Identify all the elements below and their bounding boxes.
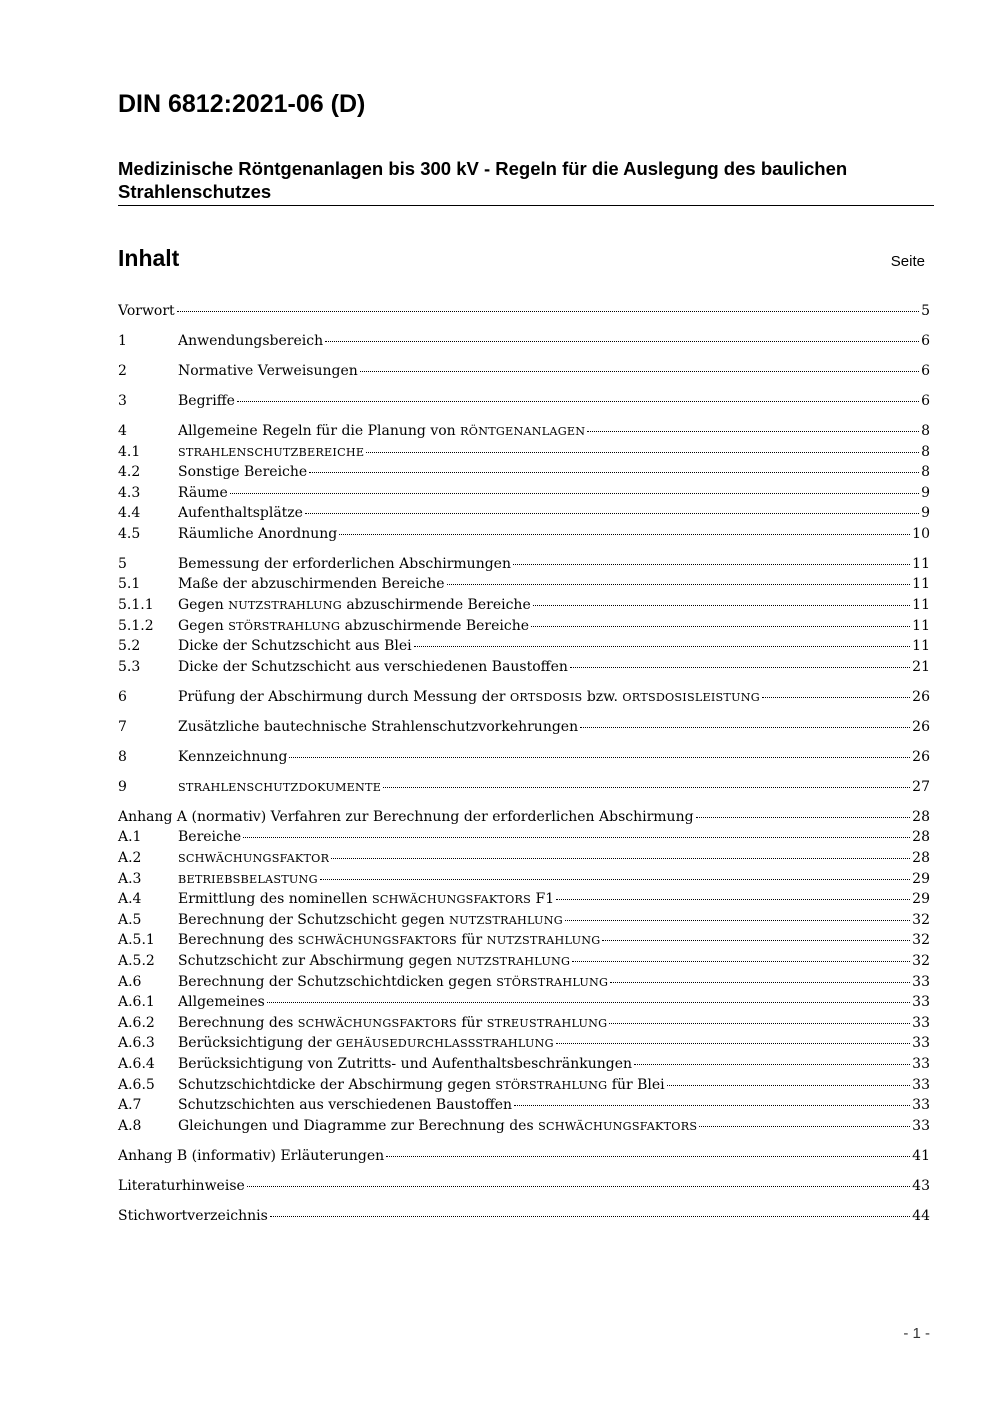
toc-entry[interactable] (118, 361, 930, 382)
toc-entry-number: A.5.2 (118, 952, 155, 969)
toc-dot-leader (243, 836, 910, 838)
toc-entry-number: 4.3 (118, 484, 141, 501)
toc-entry[interactable] (118, 636, 930, 657)
toc-dot-leader (247, 1185, 910, 1187)
toc-entry-page: 26 (912, 718, 930, 735)
toc-entry-title: Kennzeichnung (178, 748, 288, 765)
document-subtitle: Medizinische Röntgenanlagen bis 300 kV - Regeln für die Auslegung des baulichen Strahlenschutzes (118, 158, 848, 202)
toc-entry[interactable] (118, 869, 930, 890)
table-of-contents (118, 301, 930, 1226)
toc-entry[interactable] (118, 421, 930, 442)
toc-entry-number: 4.5 (118, 525, 141, 542)
toc-entry-title: Dicke der Schutzschicht aus verschiedenen Baustoffen (178, 658, 568, 675)
toc-entry-number: 8 (118, 748, 127, 765)
toc-entry-number: 5.3 (118, 658, 141, 675)
toc-entry[interactable] (118, 1033, 930, 1054)
toc-entry-page: 33 (912, 1097, 930, 1114)
toc-dot-leader (565, 919, 910, 921)
toc-dot-leader (237, 400, 919, 402)
toc-entry-page: 43 (912, 1177, 930, 1194)
toc-entry-number: A.7 (118, 1097, 142, 1114)
toc-entry-title: Berechnung des SCHWÄCHUNGSFAKTORS für STREUSTRAHLUNG (178, 1014, 608, 1031)
toc-entry[interactable] (118, 777, 930, 798)
toc-entry[interactable] (118, 687, 930, 708)
toc-entry-number: A.3 (118, 870, 142, 887)
toc-dot-leader (762, 696, 910, 698)
toc-entry-number: A.6.3 (118, 1035, 155, 1052)
toc-entry-number: A.6.4 (118, 1055, 155, 1072)
toc-entry-page: 6 (921, 392, 930, 409)
toc-entry-title: STRAHLENSCHUTZBEREICHE (178, 445, 365, 459)
toc-entry-page: 11 (912, 576, 930, 593)
toc-entry-number: 5.1.2 (118, 617, 154, 634)
toc-dot-leader (696, 816, 911, 818)
toc-page-column-label: Seite (890, 253, 925, 270)
toc-entry[interactable] (118, 951, 930, 972)
toc-entry[interactable] (118, 483, 930, 504)
toc-entry[interactable] (118, 910, 930, 931)
toc-entry[interactable] (118, 524, 930, 545)
toc-dot-leader (634, 1063, 910, 1065)
toc-entry-page: 6 (921, 362, 930, 379)
toc-entry-title: Stichwortverzeichnis (118, 1207, 268, 1224)
toc-entry-number: 4.2 (118, 464, 141, 481)
toc-entry-title: Berechnung des SCHWÄCHUNGSFAKTORS für NUTZSTRAHLUNG (178, 932, 601, 949)
toc-entry-number: 5.1.1 (118, 597, 154, 614)
toc-entry-number: A.6.5 (118, 1076, 155, 1093)
toc-entry-page: 33 (912, 1076, 930, 1093)
toc-entry-page: 29 (912, 870, 930, 887)
toc-entry-page: 41 (912, 1147, 930, 1164)
toc-entry[interactable] (118, 930, 930, 951)
toc-entry-title: Ermittlung des nominellen SCHWÄCHUNGSFAKTORS F1 (178, 891, 555, 908)
toc-entry-number: 5.2 (118, 638, 141, 655)
toc-entry[interactable] (118, 554, 930, 575)
toc-entry-title: Gegen NUTZSTRAHLUNG abzuschirmende Bereiche (178, 597, 531, 614)
toc-entry[interactable] (118, 1146, 930, 1167)
toc-entry-page: 33 (912, 1055, 930, 1072)
toc-entry-page: 26 (912, 688, 930, 705)
toc-entry-title: Berechnung der Schutzschicht gegen NUTZSTRAHLUNG (178, 911, 563, 928)
toc-entry[interactable] (118, 1054, 930, 1075)
toc-entry-number: 9 (118, 778, 127, 795)
toc-entry-page: 11 (912, 617, 930, 634)
toc-entry-title: Begriffe (178, 392, 235, 409)
toc-entry-title: Bemessung der erforderlichen Abschirmungen (178, 555, 511, 572)
toc-entry-title: Dicke der Schutzschicht aus Blei (178, 638, 412, 655)
toc-entry-number: 5 (118, 555, 127, 572)
toc-entry-title: Schutzschichtdicke der Abschirmung gegen STÖRSTRAHLUNG für Blei (178, 1076, 665, 1093)
toc-dot-leader (570, 666, 910, 668)
toc-dot-leader (309, 471, 919, 473)
toc-entry-number: 4 (118, 422, 127, 439)
toc-entry-page: 9 (921, 505, 930, 522)
toc-entry-title: Bereiche (178, 829, 242, 846)
toc-dot-leader (305, 512, 919, 514)
toc-entry-page: 33 (912, 973, 930, 990)
toc-dot-leader (414, 645, 911, 647)
toc-entry-title: Schutzschicht zur Abschirmung gegen NUTZSTRAHLUNG (178, 952, 571, 969)
toc-entry[interactable] (118, 747, 930, 768)
toc-dot-leader (531, 625, 910, 627)
toc-entry-title: Berücksichtigung von Zutritts- und Aufenthaltsbeschränkungen (178, 1055, 633, 1072)
toc-entry-page: 8 (921, 422, 930, 439)
toc-dot-leader (267, 1001, 910, 1003)
toc-entry-title: STRAHLENSCHUTZDOKUMENTE (178, 780, 382, 794)
toc-dot-leader (572, 960, 910, 962)
toc-entry[interactable] (118, 889, 930, 910)
toc-entry-page: 5 (921, 303, 930, 319)
toc-entry-number: A.8 (118, 1117, 142, 1134)
toc-dot-leader (270, 1215, 910, 1217)
toc-entry-page: 32 (912, 932, 930, 949)
toc-entry-page: 11 (912, 597, 930, 614)
toc-entry-number: 7 (118, 718, 127, 735)
toc-entry-page: 26 (912, 748, 930, 765)
toc-entry-number: A.4 (118, 891, 142, 908)
toc-entry-title: Räumliche Anordnung (178, 525, 338, 542)
toc-entry-page: 8 (921, 464, 930, 481)
toc-entry-page: 28 (912, 829, 930, 846)
toc-entry-title: Räume (178, 484, 228, 501)
toc-entry-page: 11 (912, 555, 930, 572)
toc-entry[interactable] (118, 1013, 930, 1034)
toc-dot-leader (289, 756, 910, 758)
toc-dot-leader (447, 583, 911, 585)
toc-entry-page: 27 (912, 778, 930, 795)
toc-entry-number: A.5 (118, 911, 142, 928)
toc-entry[interactable] (118, 1095, 930, 1116)
toc-entry-number: A.2 (118, 849, 142, 866)
toc-entry-number: A.6.2 (118, 1014, 155, 1031)
toc-entry-title: Gleichungen und Diagramme zur Berechnung des SCHWÄCHUNGSFAKTORS (178, 1117, 698, 1134)
toc-dot-leader (609, 1022, 910, 1024)
toc-entry-number: 3 (118, 392, 127, 409)
toc-entry[interactable] (118, 616, 930, 637)
toc-entry-page: 33 (912, 1035, 930, 1052)
toc-entry[interactable] (118, 717, 930, 738)
toc-entry-title: SCHWÄCHUNGSFAKTOR (178, 851, 330, 865)
toc-entry-page: 11 (912, 638, 930, 655)
toc-entry-title: Normative Verweisungen (178, 362, 358, 379)
toc-entry[interactable] (118, 301, 930, 322)
page-number: - 1 - (903, 1325, 930, 1342)
toc-entry-title: Anhang A (normativ) Verfahren zur Berechnung der erforderlichen Abschirmung (118, 808, 694, 825)
toc-entry[interactable] (118, 1116, 930, 1137)
toc-entry-title: Berücksichtigung der GEHÄUSEDURCHLASSSTRAHLUNG (178, 1035, 554, 1052)
toc-entry[interactable] (118, 595, 930, 616)
toc-entry[interactable] (118, 574, 930, 595)
toc-entry-page: 32 (912, 911, 930, 928)
toc-dot-leader (331, 857, 910, 859)
toc-entry-page: 29 (912, 891, 930, 908)
toc-entry-number: A.6 (118, 973, 142, 990)
toc-dot-leader (325, 340, 919, 342)
toc-dot-leader (556, 898, 910, 900)
toc-dot-leader (177, 310, 919, 312)
toc-dot-leader (320, 878, 910, 880)
toc-entry-page: 33 (912, 994, 930, 1011)
toc-dot-leader (580, 726, 910, 728)
toc-dot-leader (230, 492, 919, 494)
toc-dot-leader (667, 1084, 911, 1086)
toc-entry-title: Maße der abzuschirmenden Bereiche (178, 576, 445, 593)
toc-entry-number: 6 (118, 688, 127, 705)
toc-entry[interactable] (118, 391, 930, 412)
toc-entry[interactable] (118, 807, 930, 828)
toc-entry-title: BETRIEBSBELASTUNG (178, 872, 318, 886)
toc-entry-number: A.6.1 (118, 994, 155, 1011)
toc-dot-leader (366, 451, 919, 453)
toc-dot-leader (339, 533, 910, 535)
toc-entry-title: Sonstige Bereiche (178, 464, 308, 481)
toc-entry-page: 28 (912, 849, 930, 866)
toc-entry-page: 8 (921, 443, 930, 460)
toc-entry-page: 9 (921, 484, 930, 501)
title-divider (118, 205, 934, 206)
toc-entry-page: 10 (912, 525, 930, 542)
toc-entry-number: A.1 (118, 829, 142, 846)
toc-dot-leader (699, 1125, 910, 1127)
toc-entry-title: Gegen STÖRSTRAHLUNG abzuschirmende Bereiche (178, 617, 529, 634)
toc-dot-leader (587, 430, 919, 432)
toc-entry-title: Allgemeines (178, 994, 265, 1011)
toc-entry-number: A.5.1 (118, 932, 155, 949)
toc-entry-number: 4.4 (118, 505, 141, 522)
toc-heading: Inhalt (118, 245, 180, 271)
toc-entry[interactable] (118, 1176, 930, 1197)
toc-dot-leader (610, 981, 910, 983)
toc-entry-page: 32 (912, 952, 930, 969)
toc-entry-title: Prüfung der Abschirmung durch Messung der ORTSDOSIS bzw. ORTSDOSISLEISTUNG (178, 688, 760, 705)
toc-entry[interactable] (118, 1206, 930, 1227)
toc-entry-title: Anwendungsbereich (178, 332, 324, 349)
toc-dot-leader (513, 563, 910, 565)
toc-entry-page: 33 (912, 1117, 930, 1134)
toc-dot-leader (383, 786, 910, 788)
toc-entry-number: 2 (118, 362, 127, 379)
toc-entry[interactable] (118, 503, 930, 524)
toc-entry-number: 4.1 (118, 443, 141, 460)
toc-entry[interactable] (118, 657, 930, 678)
toc-entry-title: Vorwort (118, 303, 175, 319)
toc-dot-leader (556, 1042, 910, 1044)
toc-entry[interactable] (118, 331, 930, 352)
toc-entry-title: Allgemeine Regeln für die Planung von RÖNTGENANLAGEN (178, 422, 586, 439)
toc-dot-leader (514, 1104, 910, 1106)
toc-entry-title: Anhang B (informativ) Erläuterungen (118, 1147, 385, 1164)
toc-entry[interactable] (118, 972, 930, 993)
toc-entry[interactable] (118, 1075, 930, 1096)
toc-entry[interactable] (118, 442, 930, 463)
toc-entry-number: 1 (118, 332, 127, 349)
toc-entry-page: 6 (921, 332, 930, 349)
toc-entry[interactable] (118, 992, 930, 1013)
toc-entry-title: Berechnung der Schutzschichtdicken gegen STÖRSTRAHLUNG (178, 973, 609, 990)
toc-entry[interactable] (118, 462, 930, 483)
toc-entry-page: 21 (912, 658, 930, 675)
toc-dot-leader (386, 1155, 910, 1157)
document-title: DIN 6812:2021-06 (D) (118, 90, 366, 118)
toc-entry-page: 28 (912, 808, 930, 825)
toc-entry[interactable] (118, 827, 930, 848)
toc-entry-title: Literaturhinweise (118, 1177, 245, 1194)
toc-entry-page: 44 (912, 1207, 930, 1224)
toc-dot-leader (360, 370, 919, 372)
toc-entry[interactable] (118, 848, 930, 869)
toc-entry-title: Aufenthaltsplätze (178, 505, 303, 522)
toc-entry-title: Zusätzliche bautechnische Strahlenschutzvorkehrungen (178, 718, 579, 735)
toc-entry-page: 33 (912, 1014, 930, 1031)
toc-dot-leader (602, 939, 910, 941)
toc-dot-leader (533, 604, 910, 606)
toc-entry-title: Schutzschichten aus verschiedenen Baustoffen (178, 1097, 513, 1114)
toc-entry-number: 5.1 (118, 576, 141, 593)
